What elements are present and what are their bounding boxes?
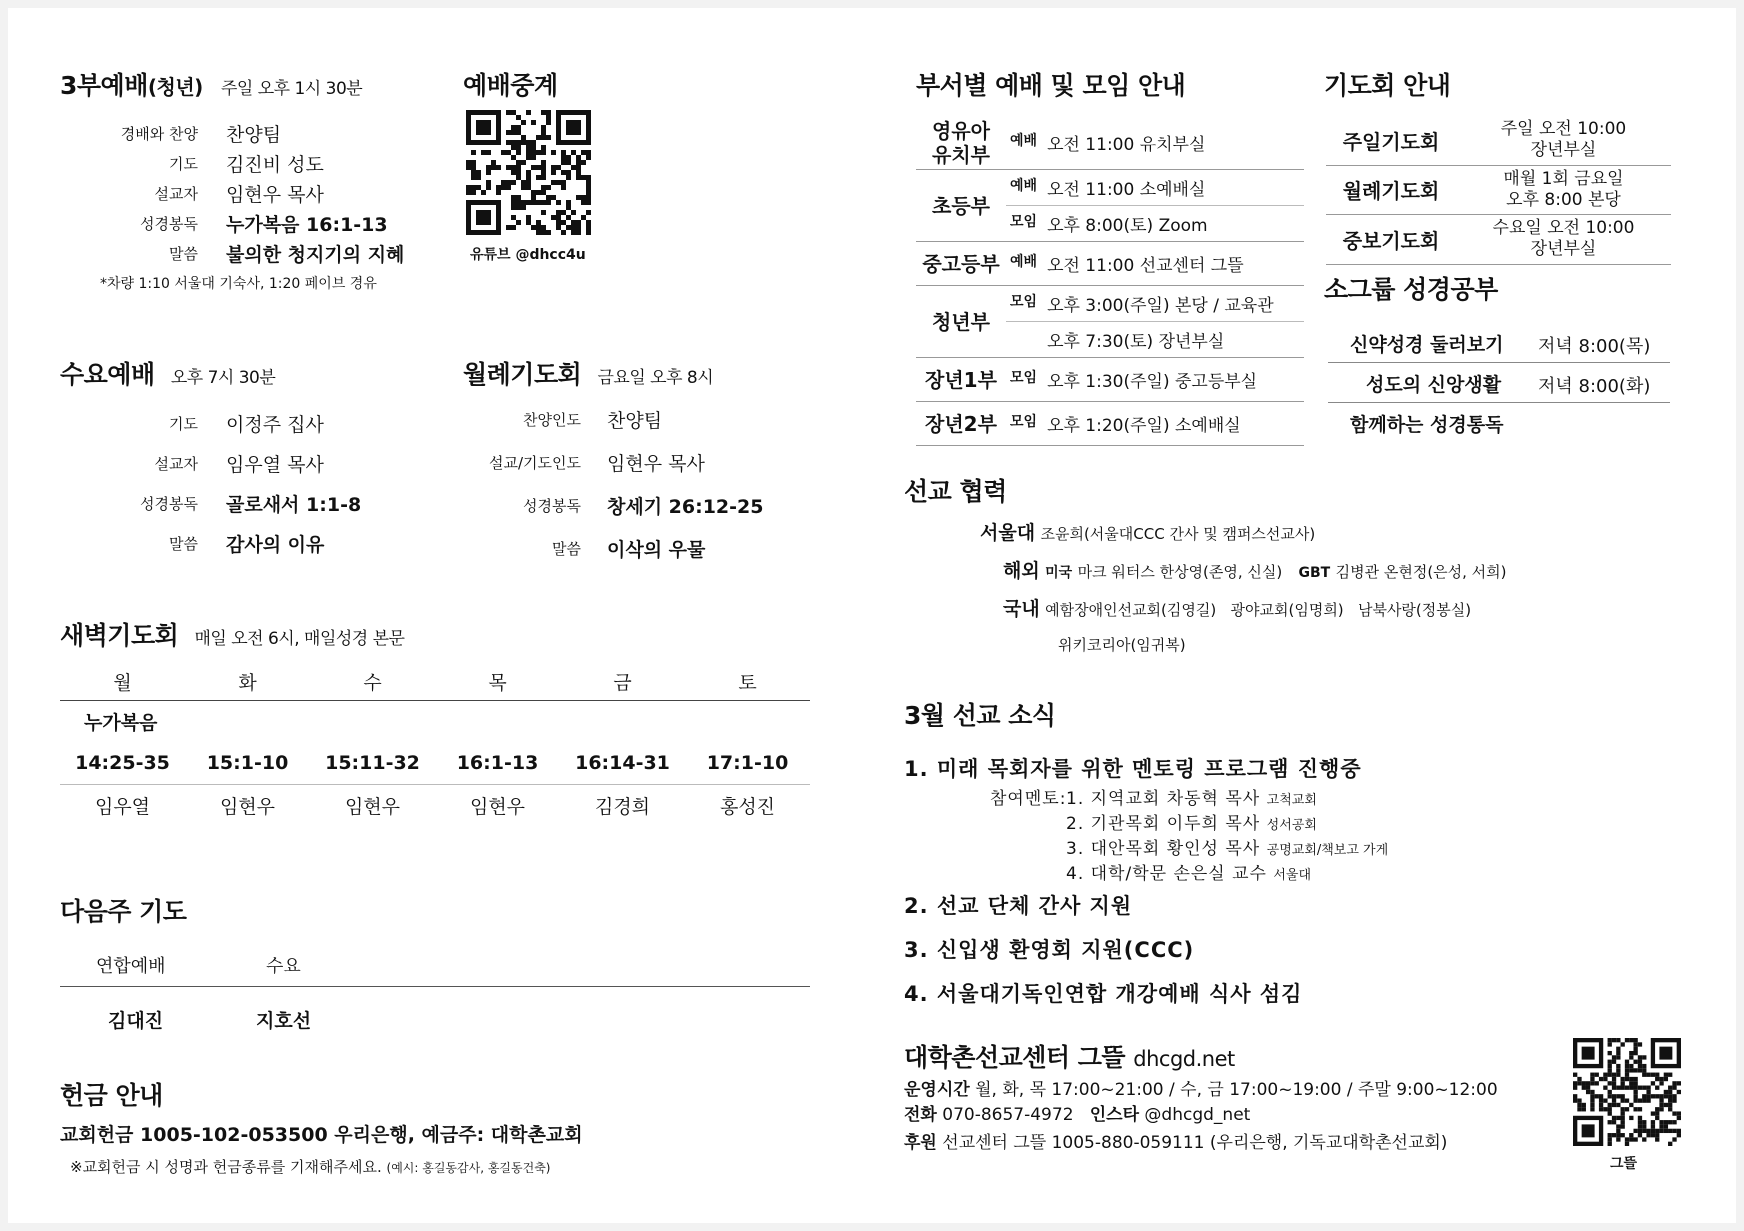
- item-label: 기도: [169, 155, 198, 173]
- offering-account: 교회헌금 1005-102-053500 우리은행, 예금주: 대학촌교회: [60, 1124, 583, 1146]
- mentor-text: 2. 기관목회 이두희 목사: [1066, 814, 1261, 834]
- item-value: 불의한 청지기의 지혜: [226, 244, 405, 266]
- department-times: [1006, 358, 1304, 401]
- department-tag: 모임: [1010, 414, 1038, 430]
- center-url[interactable]: dhcgd.net: [1133, 1047, 1235, 1071]
- mentor-place: 성서공회: [1266, 818, 1317, 833]
- offering-note: ※교회헌금 시 성명과 헌금종류를 기재해주세요. (예시: 홍길동감사, 홍길동건축): [70, 1158, 551, 1176]
- item-label: 성경봉독: [140, 495, 198, 513]
- next-prayer-title: 다음주 기도: [60, 897, 187, 926]
- dawn-passage: 15:1-10: [206, 751, 289, 774]
- department-time-line: [1006, 170, 1304, 205]
- item-value: 창세기 26:12-25: [607, 496, 764, 518]
- prayer-meeting-name: 주일기도회: [1342, 129, 1440, 154]
- dawn-preacher: 임현우: [344, 795, 401, 818]
- department-name: 장년2부: [925, 411, 997, 436]
- department-time-text: 오후 7:30(토) 장년부실: [1047, 332, 1225, 352]
- item-value: 찬양팀: [226, 124, 282, 146]
- mentor-place: 공명교회/책보고 가게: [1266, 843, 1389, 858]
- department-tag: 모임: [1010, 370, 1038, 386]
- item-label: 말씀: [552, 540, 581, 558]
- center-qr-caption: 그뜰: [1610, 1156, 1638, 1172]
- department-row: [916, 116, 1304, 170]
- department-time-line: [1006, 402, 1304, 445]
- mission-coop-title: 선교 협력: [904, 477, 1007, 506]
- item-row: [463, 492, 763, 519]
- dawn-passage: 15:11-32: [325, 751, 420, 774]
- dawn-day-3: 수: [363, 672, 382, 695]
- dawn-day-2: 화: [238, 672, 257, 695]
- department-time-line: [1006, 205, 1304, 241]
- mentor-text: 1. 지역교회 차동혁 목사: [1066, 789, 1261, 809]
- item-label: 설교자: [154, 455, 198, 473]
- department-time-line: [1006, 358, 1304, 401]
- item-row: [60, 240, 404, 267]
- item-label: 말씀: [169, 245, 198, 263]
- item-label: 설교/기도인도: [489, 454, 581, 472]
- item-value: 임현우 목사: [226, 184, 324, 206]
- next-prayer-header-1: 연합예배: [96, 956, 166, 977]
- dawn-day-1: 월: [113, 672, 132, 695]
- item-row: [60, 490, 361, 517]
- small-group-name: 신약성경 둘러보기: [1350, 334, 1504, 356]
- small-group-name: 성도의 신앙생활: [1366, 374, 1502, 396]
- item-value: 임우열 목사: [226, 454, 324, 476]
- mentor-label: 참여멘토:: [990, 789, 1067, 809]
- departments-title: 부서별 예배 및 모임 안내: [916, 71, 1186, 100]
- center-support: 후원 선교센터 그뜰 1005-880-059111 (우리은행, 기독교대학촌선교회): [904, 1133, 1448, 1153]
- item-row: [60, 120, 281, 147]
- divider: [1328, 402, 1670, 403]
- item-value: 누가복음 16:1-13: [226, 214, 388, 236]
- dawn-preacher: 홍성진: [719, 795, 776, 818]
- department-name: 영유아 유치부: [932, 118, 990, 167]
- department-time-text: 오후 1:20(주일) 소예배실: [1047, 416, 1241, 436]
- item-row: [60, 180, 324, 207]
- item-label: 설교자: [154, 185, 198, 203]
- item-row: [60, 410, 324, 437]
- service3-title: 3부예배(청년) 주일 오후 1시 30분: [60, 71, 363, 100]
- department-times: [1006, 286, 1304, 357]
- mission-domestic: 국내 예함장애인선교회(김영길) 광야교회(임명희) 남북사랑(정봉실): [1003, 598, 1472, 620]
- department-times: [1006, 242, 1304, 285]
- department-time-line: [1006, 321, 1304, 357]
- dawn-preacher: 임현우: [219, 795, 276, 818]
- mission-news-item-2: 2. 선교 단체 간사 지원: [904, 894, 1133, 918]
- small-group-name: 함께하는 성경통독: [1350, 414, 1504, 436]
- department-time-line: [1006, 242, 1304, 285]
- small-groups-title: 소그룹 성경공부: [1324, 275, 1498, 304]
- department-name: 초등부: [932, 193, 990, 218]
- department-time-text: 오후 1:30(주일) 중고등부실: [1047, 372, 1258, 392]
- department-time-text: 오후 8:00(토) Zoom: [1047, 216, 1208, 236]
- item-value: 찬양팀: [607, 410, 663, 432]
- item-row: [463, 406, 662, 433]
- item-row: [60, 530, 324, 557]
- mentor-text: 4. 대학/학문 손은실 교수: [1066, 864, 1267, 884]
- item-label: 성경봉독: [523, 497, 581, 515]
- department-row: [916, 170, 1304, 242]
- service3-note: *차량 1:10 서울대 기숙사, 1:20 페이브 경유: [100, 276, 377, 292]
- next-prayer-name-2: 지호선: [256, 1010, 312, 1032]
- dawn-day-5: 금: [613, 672, 632, 695]
- department-time-line: [1006, 286, 1304, 321]
- dawn-day-6: 토: [738, 672, 757, 695]
- next-prayer-header-2: 수요: [266, 956, 301, 977]
- dawn-passage: 16:1-13: [456, 751, 539, 774]
- item-label: 찬양인도: [523, 411, 581, 429]
- department-row: [916, 358, 1304, 402]
- mentor-place: 서울대: [1273, 868, 1312, 883]
- next-prayer-name-1: 김대진: [108, 1010, 164, 1032]
- item-value: 이정주 집사: [226, 414, 324, 436]
- dawn-passage: 16:14-31: [575, 751, 670, 774]
- small-group-time: 저녁 8:00(화): [1538, 376, 1651, 397]
- prayer-meeting-row: [1326, 116, 1671, 166]
- department-name: 청년부: [932, 309, 990, 334]
- item-value: 골로새서 1:1-8: [226, 494, 362, 516]
- mentor-item: [1066, 784, 1317, 809]
- monthly-time: 금요일 오후 8시: [597, 368, 714, 388]
- mission-news-title: 3월 선교 소식: [904, 701, 1056, 730]
- dawn-title: 새벽기도회 매일 오전 6시, 매일성경 본문: [60, 621, 405, 650]
- department-tag: 예배: [1010, 254, 1038, 270]
- monthly-title: 월례기도회 금요일 오후 8시: [463, 360, 714, 389]
- dawn-table: [60, 664, 810, 826]
- mentor-text: 3. 대안목회 황인성 목사: [1066, 839, 1261, 859]
- mentor-item: [1066, 859, 1311, 884]
- department-tag: 예배: [1010, 178, 1038, 194]
- item-value: 임현우 목사: [607, 453, 705, 475]
- small-group-time: 저녁 8:00(목): [1538, 336, 1651, 357]
- wednesday-title: 수요예배 오후 7시 30분: [60, 360, 276, 389]
- item-label: 말씀: [169, 535, 198, 553]
- department-times: [1006, 116, 1304, 169]
- prayer-meeting-row: [1326, 215, 1671, 265]
- wednesday-time: 오후 7시 30분: [170, 368, 276, 388]
- item-value: 이삭의 우물: [607, 539, 706, 561]
- dawn-book: 누가복음: [84, 711, 158, 734]
- item-label: 경배와 찬양: [120, 125, 198, 143]
- item-row: [60, 150, 324, 177]
- mission-news-item-3: 3. 신입생 환영회 지원(CCC): [904, 938, 1195, 962]
- department-row: [916, 402, 1304, 446]
- prayer-meeting-name: 중보기도회: [1342, 228, 1440, 253]
- mission-news-item-4: 4. 서울대기독인연합 개강예배 식사 섬김: [904, 982, 1303, 1006]
- prayer-meeting-time: 매월 1회 금요일 오후 8:00 본당: [1503, 168, 1624, 210]
- department-time-text: 오후 3:00(주일) 본당 / 교육관: [1047, 296, 1274, 316]
- mentor-item: [1066, 809, 1317, 834]
- department-tag: 모임: [1010, 294, 1038, 310]
- center-qr-icon[interactable]: [1573, 1038, 1681, 1146]
- department-name: 장년1부: [925, 367, 997, 392]
- item-row: [60, 450, 324, 477]
- mission-news-item-1: 1. 미래 목회자를 위한 멘토링 프로그램 진행중: [904, 757, 1362, 781]
- department-row: [916, 286, 1304, 358]
- mentor-place: 고척교회: [1266, 793, 1317, 808]
- department-row: [916, 242, 1304, 286]
- broadcast-title: 예배중계: [463, 71, 558, 100]
- dawn-passage: 14:25-35: [75, 751, 170, 774]
- center-contact: 전화 070-8657-4972 인스타 @dhcgd_net: [904, 1105, 1251, 1125]
- dawn-day-4: 목: [488, 672, 507, 695]
- prayer-meetings-title: 기도회 안내: [1324, 71, 1451, 100]
- dawn-time: 매일 오전 6시, 매일성경 본문: [194, 629, 405, 649]
- divider: [60, 986, 810, 987]
- item-label: 기도: [169, 415, 198, 433]
- mission-snu: 서울대 조윤희(서울대CCC 간사 및 캠퍼스선교사): [980, 522, 1316, 544]
- youtube-handle: 유튜브 @dhcc4u: [470, 247, 586, 263]
- department-time-line: [1006, 116, 1304, 169]
- department-times: [1006, 170, 1304, 241]
- offering-title: 헌금 안내: [60, 1081, 163, 1110]
- department-tag: 모임: [1010, 214, 1038, 230]
- department-time-text: 오전 11:00 유치부실: [1047, 135, 1206, 155]
- prayer-meeting-time: 수요일 오전 10:00 장년부실: [1492, 218, 1635, 260]
- item-label: 성경봉독: [140, 215, 198, 233]
- prayer-meeting-row: [1326, 166, 1671, 216]
- dawn-preacher: 김경희: [594, 795, 651, 818]
- prayer-meetings-table: [1326, 116, 1671, 265]
- item-value: 김진비 성도: [226, 154, 324, 176]
- prayer-meeting-name: 월례기도회: [1342, 179, 1440, 204]
- item-row: [60, 210, 388, 237]
- divider: [1328, 362, 1670, 363]
- department-name: 중고등부: [922, 251, 1000, 276]
- dawn-preacher: 임우열: [94, 795, 151, 818]
- department-tag: 예배: [1010, 133, 1038, 149]
- youtube-qr-icon[interactable]: [466, 110, 591, 235]
- prayer-meeting-time: 주일 오전 10:00 장년부실: [1500, 119, 1627, 161]
- mission-domestic-2: 위키코리아(임귀복): [1058, 636, 1186, 654]
- department-times: [1006, 402, 1304, 445]
- mission-abroad: 해외 미국 마크 워터스 한상영(존영, 신실) GBT 김병관 온현정(은성, 서희): [1003, 560, 1507, 582]
- dawn-preacher: 임현우: [469, 795, 526, 818]
- department-time-text: 오전 11:00 소예배실: [1047, 180, 1206, 200]
- item-row: [463, 535, 705, 562]
- bulletin-page: [8, 8, 1736, 1223]
- dawn-passage: 17:1-10: [706, 751, 789, 774]
- mentor-item: [1066, 834, 1388, 859]
- center-title: 대학촌선교센터 그뜰 dhcgd.net: [904, 1043, 1235, 1072]
- department-time-text: 오전 11:00 선교센터 그뜰: [1047, 256, 1244, 276]
- item-value: 감사의 이유: [226, 534, 325, 556]
- departments-table: [916, 116, 1304, 446]
- item-row: [463, 449, 705, 476]
- center-hours: 운영시간 월, 화, 목 17:00~21:00 / 수, 금 17:00~19:00 / 주말 9:00~12:00: [904, 1080, 1498, 1100]
- service3-time: 주일 오후 1시 30분: [221, 79, 363, 99]
